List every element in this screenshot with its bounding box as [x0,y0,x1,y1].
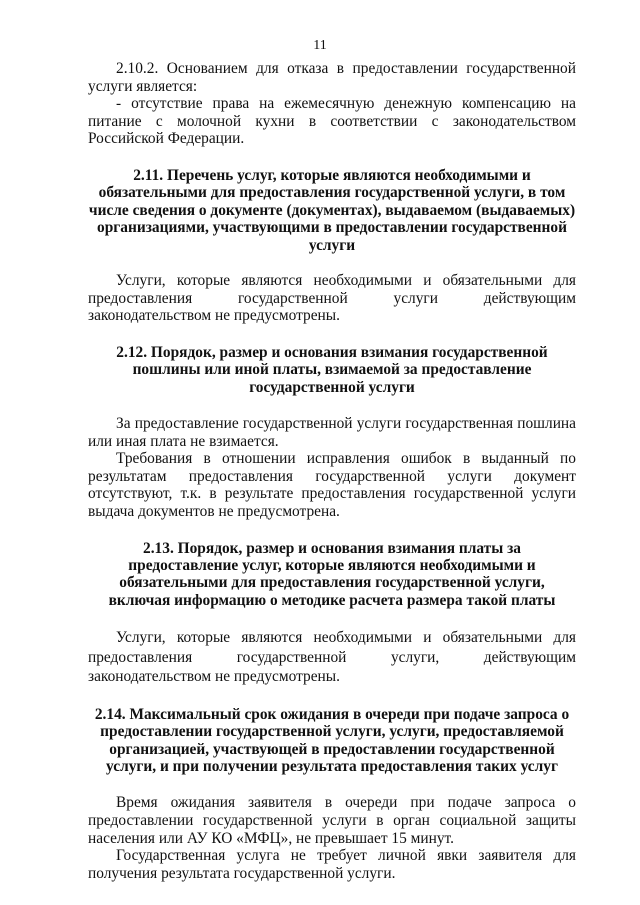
section-2-10-2 [88,60,576,148]
paragraph-2-10-2-intro: 2.10.2. Основанием для отказа в предоставлении государственной услуги является: [88,60,576,95]
heading-2-11: 2.11. Перечень услуг, которые являются необходимыми и обязательными для предоставления государственной услуги, в том числе сведения о документе (документах), выдаваемом (выдаваемых) организациями, участвующими в предоставлении государственной услуги [88,166,576,254]
document-content [88,60,576,882]
paragraph-2-14-attendance: Государственная услуга не требует личной явки заявителя для получения результата государственной услуги. [88,847,576,882]
paragraph-2-14-waiting: Время ожидания заявителя в очереди при подаче запроса о предоставлении государственной услуги в орган социальной защиты населения или АУ КО «МФЦ», не превышает 15 минут. [88,794,576,847]
paragraph-2-13: Услуги, которые являются необходимыми и обязательными для предоставления государственной услуги, действующим законодательством не предусмотрены. [88,629,576,686]
heading-2-12: 2.12. Порядок, размер и основания взимания государственной пошлины или иной платы, взимаемой за предоставление государственной услуги [116,343,548,396]
paragraph-2-12-corrections: Требования в отношении исправления ошибок в выданный по результатам предоставления государственной услуги документ отсутствуют, т.к. в результате предоставления государственной услуги выдача документов не предусмотрена. [88,450,576,520]
heading-2-14: 2.14. Максимальный срок ожидания в очереди при подаче запроса о предоставлении государственной услуги, услуги, предоставляемой организацией, участвующей в предоставлении государственной услуги, и при получении результата предоставления таких услуг [94,705,570,775]
paragraph-2-11: Услуги, которые являются необходимыми и обязательными для предоставления государственной услуги действующим законодательством не предусмотрены. [88,272,576,325]
paragraph-2-12-fee: За предоставление государственной услуги государственная пошлина или иная плата не взимается. [88,415,576,450]
page-number: 11 [313,38,327,53]
heading-2-13: 2.13. Порядок, размер и основания взимания платы за предоставление услуг, которые являются необходимыми и обязательными для предоставления государственной услуги, включая информацию о методике расчета размера такой платы [108,539,556,609]
paragraph-2-10-2-item: - отсутствие права на ежемесячную денежную компенсацию на питание с молочной кухни в соответствии с законодательством Российской Федерации. [88,95,576,148]
